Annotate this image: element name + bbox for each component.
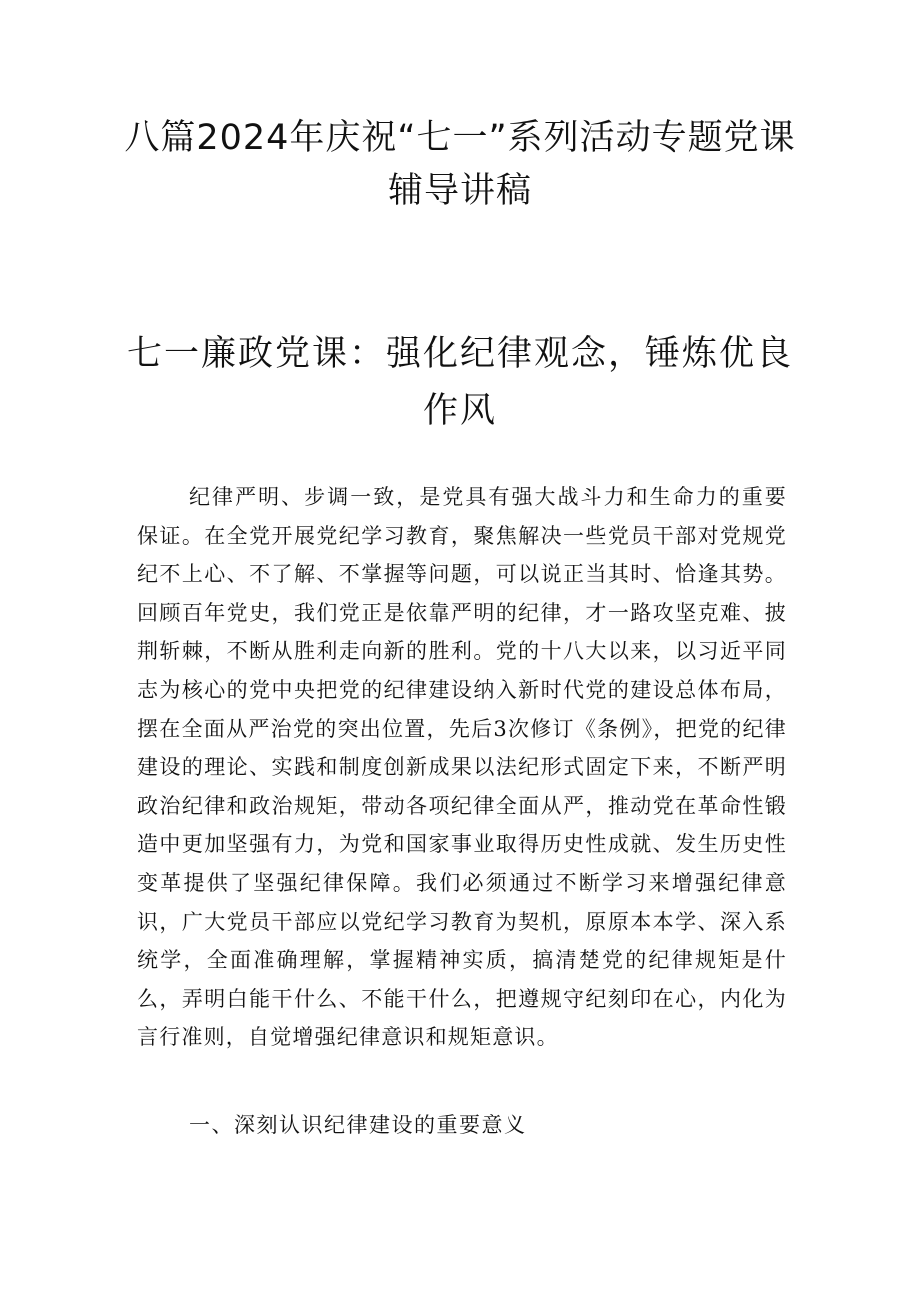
body-paragraph: 纪律严明、步调一致，是党具有强大战斗力和生命力的重要保证。在全党开展党纪学习教育，聚焦解决一些党员干部对党规党纪不上心、不了解、不掌握等问题，可以说正当其时、恰逢其势。回顾百年党史，我们党正是依靠严明的纪律，才一路攻坚克难、披荆斩棘，不断从胜利走向新的胜利。党的十八大以来，以习近平同志为核心的党中央把党的纪律建设纳入新时代党的建设总体布局，摆在全面从严治党的突出位置，先后3次修订《条例》，把党的纪律建设的理论、实践和制度创新成果以法纪形式固定下来，不断严明政治纪律和政治规矩，带动各项纪律全面从严，推动党在革命性锻造中更加坚强有力，为党和国家事业取得历史性成就、发生历史性变革提供了坚强纪律保障。我们必须通过不断学习来增强纪律意识，广大党员干部应以党纪学习教育为契机，原原本本学、深入系统学，全面准确理解，掌握精神实质，搞清楚党的纪律规矩是什么，弄明白能干什么、不能干什么，把遵规守纪刻印在心，内化为言行准则，自觉增强纪律意识和规矩意识。 — [137, 485, 787, 1050]
document-title: 八篇2024年庆祝“七一”系列活动专题党课辅导讲稿 — [124, 118, 796, 211]
section-title: 七一廉政党课：强化纪律观念，锤炼优良作风 — [126, 334, 793, 431]
subheading: 一、深刻认识纪律建设的重要意义 — [189, 1113, 527, 1137]
